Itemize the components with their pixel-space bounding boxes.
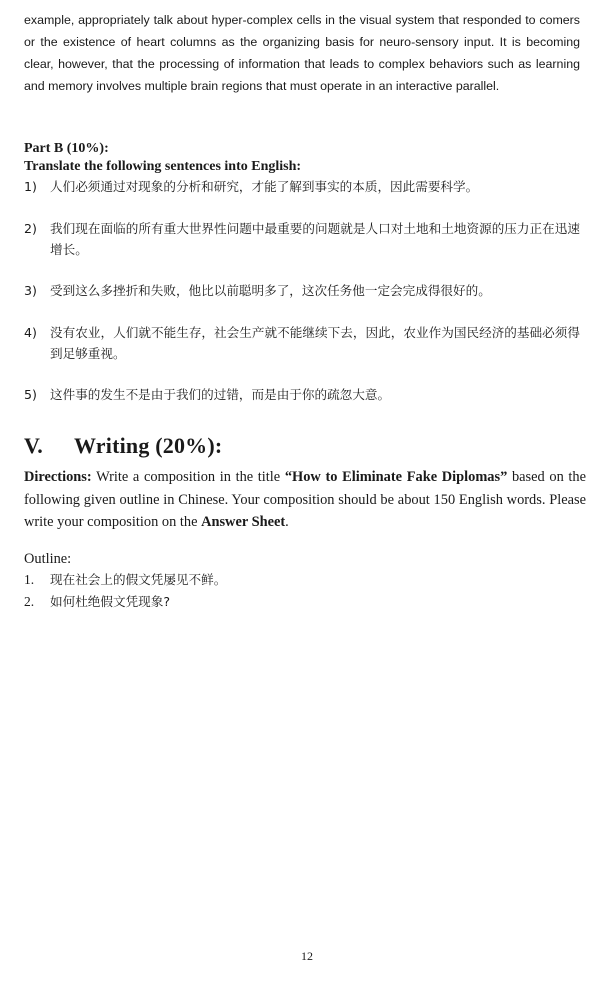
outline-number: 1.	[24, 572, 35, 587]
sentence-text: 受到这么多挫折和失败，他比以前聪明多了，这次任务他一定会完成得很好的。	[50, 283, 491, 298]
outline-number: 2.	[24, 594, 35, 609]
translation-sentence	[24, 384, 580, 405]
outline-label: Outline:	[24, 551, 72, 567]
sentence-number: 4)	[24, 325, 37, 340]
page-number: 12	[301, 949, 313, 963]
section-numeral: V.	[24, 433, 43, 458]
outline-item	[24, 592, 584, 612]
sentence-number: 1)	[24, 179, 37, 194]
translation-sentence	[24, 218, 580, 260]
sentence-text: 人们必须通过对现象的分析和研究，才能了解到事实的本质，因此需要科学。	[50, 179, 479, 194]
translation-sentence	[24, 280, 580, 301]
outline-text: 现在社会上的假文凭屡见不鲜。	[50, 572, 227, 587]
continuation-paragraph: example, appropriately talk about hyper-complex cells in the visual system that responded to comers or the existence of heart columns as the organizing basis for neuro-sensory input. It is becoming clear, however, that the processing of information that leads to complex behaviors such as learning and memory involves multiple brain regions that must operate in an interactive parallel.	[24, 13, 580, 93]
directions-text-1: Write a composition in the title	[91, 469, 285, 485]
directions-text-2: based on the following given outline in Chinese. Your composition should be about 150 English words. Please write your composition on the	[24, 469, 586, 530]
translation-sentence	[24, 322, 580, 364]
sentence-number: 3)	[24, 283, 37, 298]
section-v-title	[24, 432, 222, 460]
part-b-heading: Part B (10%):	[24, 141, 109, 156]
sentence-text: 这件事的发生不是由于我们的过错，而是由于你的疏忽大意。	[50, 387, 391, 402]
sentence-text: 没有农业，人们就不能生存，社会生产就不能继续下去，因此，农业作为国民经济的基础必须得到足够重视。	[50, 325, 580, 361]
answer-sheet-label: Answer Sheet	[201, 514, 286, 530]
sentence-text: 我们现在面临的所有重大世界性问题中最重要的问题就是人口对土地和土地资源的压力正在迅速增长。	[50, 221, 580, 257]
composition-title: “How to Eliminate Fake Diplomas”	[284, 469, 508, 485]
translation-sentence	[24, 176, 580, 197]
outline-text: 如何杜绝假文凭现象?	[50, 594, 171, 609]
section-title-text: Writing (20%):	[74, 433, 223, 458]
outline-item	[24, 570, 584, 590]
writing-directions	[24, 466, 586, 534]
sentence-number: 2)	[24, 221, 37, 236]
part-b-instruction: Translate the following sentences into English:	[24, 159, 302, 174]
directions-end: .	[285, 514, 289, 530]
sentence-number: 5)	[24, 387, 37, 402]
directions-label: Directions:	[24, 469, 92, 485]
